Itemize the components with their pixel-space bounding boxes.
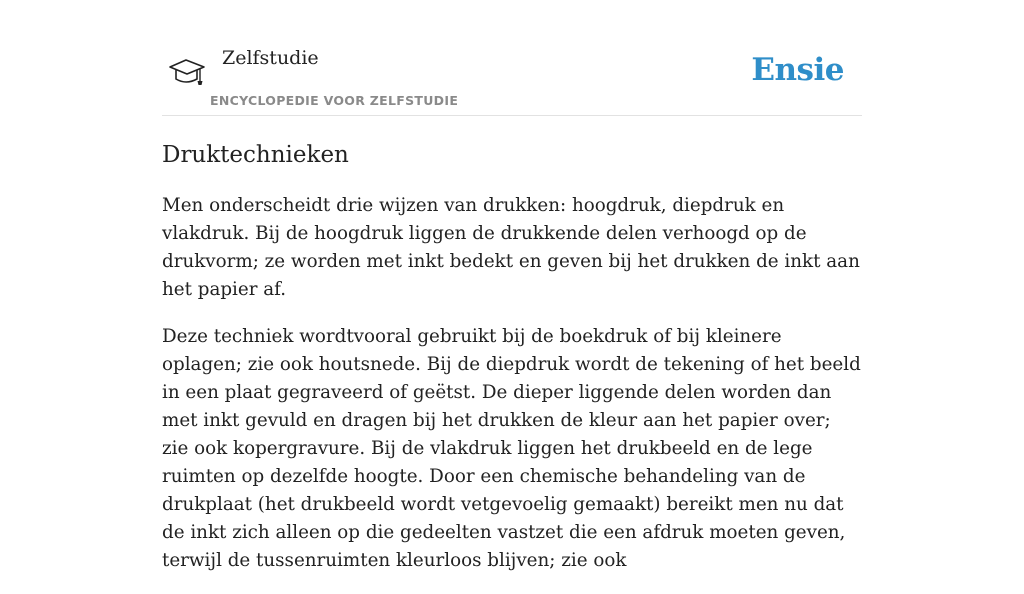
site-tagline: ENCYCLOPEDIE VOOR ZELFSTUDIE	[210, 93, 459, 108]
site-name[interactable]: Zelfstudie	[222, 47, 319, 69]
article-paragraph: Men onderscheidt drie wijzen van drukken: hoogdruk, diepdruk en vlakdruk. Bij de hoogdruk liggen de drukkende delen verhoogd op de drukvorm; ze worden met inkt bedekt en geven bij het drukken de inkt aan het papier af.	[162, 195, 860, 300]
article-title: Druktechnieken	[162, 142, 349, 168]
graduation-cap-icon[interactable]	[166, 54, 206, 90]
article-paragraph: Deze techniek wordtvooral gebruikt bij de boekdruk of bij kleinere oplagen; zie ook houtsnede. Bij de diepdruk wordt de tekening of het beeld in een plaat gegraveerd of geëtst. De dieper liggende delen worden dan met inkt gevuld en dragen bij het drukken de kleur aan het papier over; zie ook kopergravure. Bij de vlakdruk liggen het drukbeeld en de lege ruimten op dezelfde hoogte. Door een chemische behandeling van de drukplaat (het drukbeeld wordt vetgevoelig gemaakt) bereikt men nu dat de inkt zich alleen op die gedeelten vastzet die een afdruk moeten geven, terwijl de tussenruimten kleurloos blijven; zie ook	[162, 326, 861, 571]
site-header	[162, 0, 862, 116]
article-body	[162, 192, 862, 594]
brand-logo[interactable]: Ensie	[751, 52, 844, 88]
